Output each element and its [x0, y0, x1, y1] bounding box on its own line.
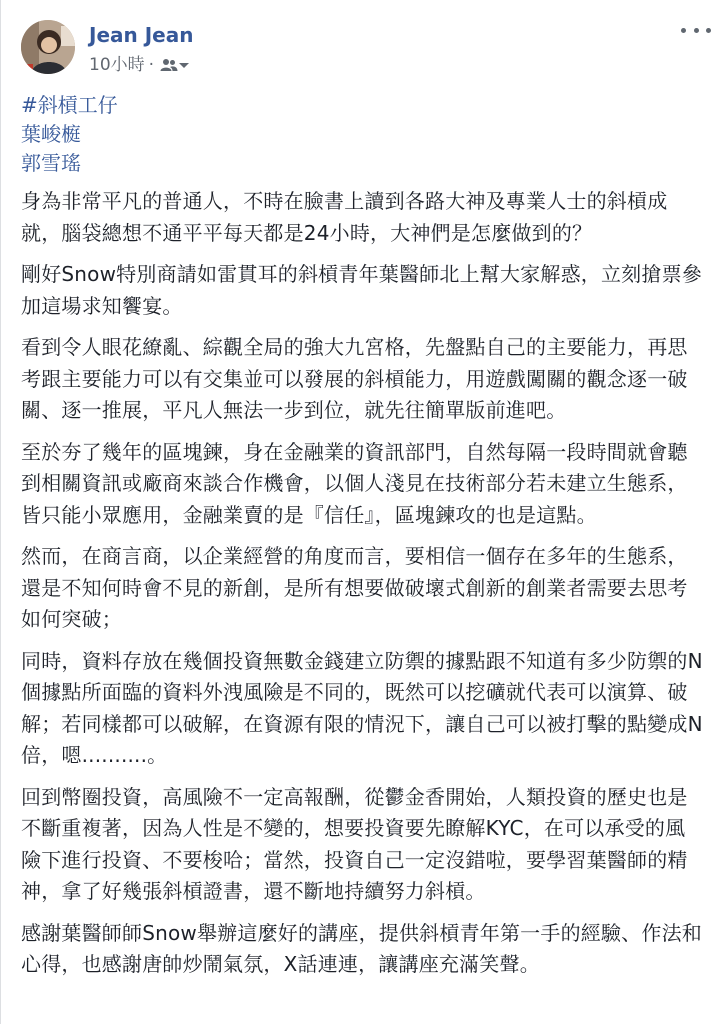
tagged-person-link[interactable]: 郭雪瑤 — [21, 151, 81, 175]
post-paragraph: 感謝葉醫師師Snow舉辦這麼好的講座，提供斜槓青年第一手的經驗、作法和心得，也感謝唐帥炒鬧氣氛，X話連連，讓講座充滿笑聲。 — [21, 920, 702, 976]
post-tags — [21, 91, 118, 178]
tagged-person-link[interactable]: 葉峻榳 — [21, 122, 81, 146]
meta-separator: · — [148, 55, 155, 75]
post-paragraph: 然而，在商言商，以企業經營的角度而言，要相信一個存在多年的生態系，還是不知何時會不見的新創，是所有想要做破壞式創新的創業者需要去思考如何突破； — [21, 544, 688, 631]
hashtag-link[interactable]: #斜槓工仔 — [21, 93, 118, 117]
post-paragraph: 看到令人眼花繚亂、綜觀全局的強大九宮格，先盤點自己的主要能力，再思考跟主要能力可以有交集並可以發展的斜槓能力，用遊戲闖關的觀念逐一破關、逐一推展，平凡人無法一步到位，就先往簡單版前進吧。 — [21, 335, 688, 422]
audience-selector[interactable] — [160, 58, 190, 72]
friends-icon — [160, 58, 178, 72]
post-paragraph: 回到幣圈投資，高風險不一定高報酬，從鬱金香開始，人類投資的歷史也是不斷重複著，因為人性是不變的，想要投資要先瞭解KYC，在可以承受的風險下進行投資、不要梭哈；當然，投資自己一定沒錯啦，要學習葉醫師的精神，拿了好幾張斜槓證書，還不斷地持續努力斜槓。 — [21, 784, 688, 903]
more-dot — [706, 28, 711, 33]
author-avatar[interactable] — [21, 20, 75, 74]
more-options-icon[interactable] — [681, 20, 711, 40]
post-body — [21, 186, 703, 991]
post-meta — [89, 54, 190, 76]
more-dot — [681, 28, 686, 33]
post-paragraph: 身為非常平凡的普通人，不時在臉書上讀到各路大神及專業人士的斜槓成就，腦袋總想不通平平每天都是24小時，大神們是怎麼做到的？ — [21, 189, 668, 245]
post-paragraph: 至於夯了幾年的區塊鍊，身在金融業的資訊部門，自然每隔一段時間就會聽到相關資訊或廠商來談合作機會，以個人淺見在技術部分若未建立生態系，皆只能小眾應用，金融業賣的是『信任』，區塊鍊攻的也是這點。 — [21, 439, 688, 527]
avatar-photo — [21, 20, 75, 74]
post-header — [21, 20, 711, 78]
post-paragraph: 同時，資料存放在幾個投資無數金錢建立防禦的據點跟不知道有多少防禦的N個據點所面臨的資料外洩風險是不同的，既然可以挖礦就代表可以演算、破解；若同樣都可以破解，在資源有限的情況下，讓自己可以被打擊的點變成N倍，嗯..........。 — [21, 648, 703, 767]
author-name[interactable]: Jean Jean — [89, 23, 194, 47]
post-paragraph: 剛好Snow特別商請如雷貫耳的斜槓青年葉醫師北上幫大家解惑，立刻搶票參加這場求知饗宴。 — [21, 262, 702, 318]
chevron-down-icon — [178, 60, 190, 70]
post-timestamp[interactable]: 10小時 — [89, 55, 145, 75]
more-dot — [694, 28, 699, 33]
